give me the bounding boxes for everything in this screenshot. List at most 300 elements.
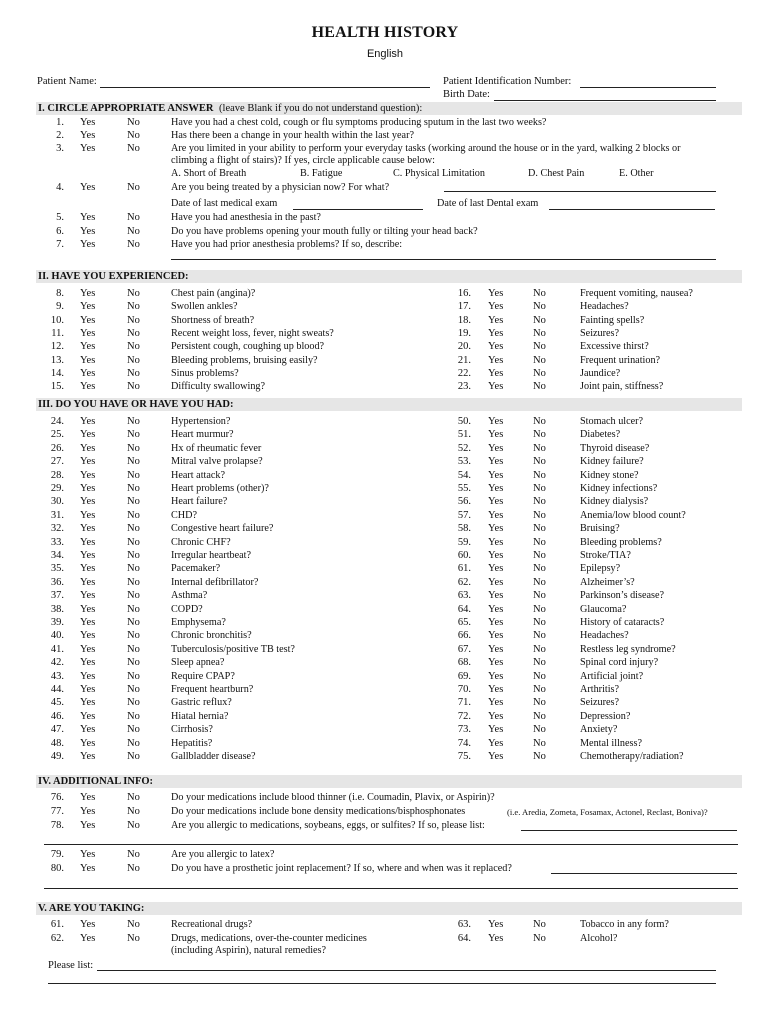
question-1-yes-option[interactable]: Yes <box>80 117 96 128</box>
question-31-text: CHD? <box>171 509 198 521</box>
cause-d[interactable]: D. Chest Pain <box>528 168 585 179</box>
question-44-no-option[interactable]: No <box>127 684 140 695</box>
question-15-text: Difficulty swallowing? <box>171 381 266 393</box>
question-60-yes-option[interactable]: Yes <box>488 550 504 561</box>
question-38-no-option[interactable]: No <box>127 603 140 615</box>
question-2-yes-option[interactable]: Yes <box>80 130 96 141</box>
last-dental-field[interactable] <box>549 209 715 210</box>
question-74-yes-option[interactable]: Yes <box>488 737 504 749</box>
question-27-number: 27. <box>50 456 64 468</box>
question-52-number: 52. <box>457 442 471 454</box>
form-language: English <box>366 48 404 60</box>
question-16-text: Frequent vomiting, nausea? <box>580 288 693 299</box>
question-36-no-option[interactable]: No <box>127 576 140 588</box>
question-78-yes-option[interactable]: Yes <box>80 820 96 831</box>
question-5-number: 5. <box>56 212 64 223</box>
question-71-yes-option[interactable]: Yes <box>488 697 504 709</box>
question-61-no-option[interactable]: No <box>533 563 546 575</box>
question-3-yes-option[interactable]: Yes <box>80 143 96 154</box>
question-25-no-option[interactable]: No <box>127 429 140 441</box>
question-13-number: 13. <box>50 354 64 366</box>
question-41-no-option[interactable]: No <box>127 643 140 655</box>
question-67-text: Restless leg syndrome? <box>580 643 676 655</box>
question-71-no-option[interactable]: No <box>533 697 546 709</box>
question-10-no-option[interactable]: No <box>127 314 140 326</box>
question-72-no-option[interactable]: No <box>533 710 546 722</box>
question-56-text: Kidney dialysis? <box>580 496 649 508</box>
question-60-no-option[interactable]: No <box>533 550 546 561</box>
question-38-number: 38. <box>50 603 64 615</box>
question-37-yes-option[interactable]: Yes <box>80 590 96 602</box>
question-31-number: 31. <box>50 509 64 521</box>
question-77-number: 77. <box>50 806 64 817</box>
question-20-text: Excessive thirst? <box>580 341 649 353</box>
question-68-no-option[interactable]: No <box>533 657 546 669</box>
question-14-number: 14. <box>50 367 64 379</box>
please-list-extra-line[interactable] <box>48 983 716 984</box>
question-4-yes-option[interactable]: Yes <box>80 182 96 193</box>
question-5-no-option[interactable]: No <box>127 212 140 223</box>
question-29-yes-option[interactable]: Yes <box>80 483 96 494</box>
question-59-yes-option[interactable]: Yes <box>488 536 504 548</box>
question-1-text: Have you had a chest cold, cough or flu symptoms producing sputum in the last two weeks? <box>171 117 547 128</box>
question-68-text: Spinal cord injury? <box>580 657 659 669</box>
question-19 <box>0 327 770 340</box>
question-66 <box>0 629 770 642</box>
birth-date-field[interactable] <box>494 100 716 101</box>
question-58 <box>0 522 770 535</box>
question-48-no-option[interactable]: No <box>127 737 140 749</box>
question-55-yes-option[interactable]: Yes <box>488 483 504 494</box>
question-28-yes-option[interactable]: Yes <box>80 469 96 481</box>
question-76-text: Do your medications include blood thinner (i.e. Coumadin, Plavix, or Aspirin)? <box>171 792 495 803</box>
question-63-yes-option[interactable]: Yes <box>488 590 504 602</box>
q4-answer-field[interactable] <box>444 191 716 192</box>
question-59-no-option[interactable]: No <box>533 536 546 548</box>
question-80-no-option[interactable]: No <box>127 863 140 874</box>
cause-c[interactable]: C. Physical Limitation <box>393 168 485 179</box>
question-39-yes-option[interactable]: Yes <box>80 617 96 628</box>
question-33-text: Chronic CHF? <box>171 536 231 548</box>
question-30-yes-option[interactable]: Yes <box>80 496 96 508</box>
question-38-yes-option[interactable]: Yes <box>80 603 96 615</box>
section-4-heading: IV. ADDITIONAL INFO: <box>36 775 742 788</box>
question-27-no-option[interactable]: No <box>127 456 140 468</box>
taking-61-text: Recreational drugs? <box>171 919 253 930</box>
question-34-no-option[interactable]: No <box>127 550 140 561</box>
question-16-yes-option[interactable]: Yes <box>488 288 504 299</box>
question-23-no-option[interactable]: No <box>533 381 546 393</box>
question-69-yes-option[interactable]: Yes <box>488 670 504 682</box>
question-7-yes-option[interactable]: Yes <box>80 239 96 250</box>
question-44-yes-option[interactable]: Yes <box>80 684 96 695</box>
question-50-yes-option[interactable]: Yes <box>488 416 504 427</box>
question-63 <box>0 589 770 602</box>
question-76-no-option[interactable]: No <box>127 792 140 803</box>
question-11-text: Recent weight loss, fever, night sweats? <box>171 327 334 339</box>
question-28-no-option[interactable]: No <box>127 469 140 481</box>
question-22 <box>0 367 770 380</box>
question-77 <box>0 805 770 818</box>
question-39-no-option[interactable]: No <box>127 617 140 628</box>
question-6-yes-option[interactable]: Yes <box>80 226 96 237</box>
question-60 <box>0 549 770 562</box>
cause-b[interactable]: B. Fatigue <box>300 168 343 179</box>
question-13-yes-option[interactable]: Yes <box>80 354 96 366</box>
question-56-yes-option[interactable]: Yes <box>488 496 504 508</box>
question-39-text: Emphysema? <box>171 617 226 628</box>
question-35-no-option[interactable]: No <box>127 563 140 575</box>
question-63-no-option[interactable]: No <box>533 590 546 602</box>
question-68-yes-option[interactable]: Yes <box>488 657 504 669</box>
question-33-no-option[interactable]: No <box>127 536 140 548</box>
question-9-yes-option[interactable]: Yes <box>80 301 96 313</box>
question-65-text: History of cataracts? <box>580 617 665 628</box>
question-31-yes-option[interactable]: Yes <box>80 509 96 521</box>
question-15-no-option[interactable]: No <box>127 381 140 393</box>
question-15-yes-option[interactable]: Yes <box>80 381 96 393</box>
question-26-no-option[interactable]: No <box>127 442 140 454</box>
taking-63-no-option[interactable]: No <box>533 919 546 930</box>
question-42-no-option[interactable]: No <box>127 657 140 669</box>
question-69 <box>0 670 770 683</box>
last-medical-label: Date of last medical exam <box>171 198 278 209</box>
question-24-no-option[interactable]: No <box>127 416 140 427</box>
question-30-no-option[interactable]: No <box>127 496 140 508</box>
question-42-yes-option[interactable]: Yes <box>80 657 96 669</box>
question-2-no-option[interactable]: No <box>127 130 140 141</box>
question-71-text: Seizures? <box>580 697 620 709</box>
question-53 <box>0 455 770 468</box>
question-55 <box>0 482 770 495</box>
question-69-text: Artificial joint? <box>580 670 644 682</box>
question-69-no-option[interactable]: No <box>533 670 546 682</box>
question-40-yes-option[interactable]: Yes <box>80 630 96 642</box>
question-76-yes-option[interactable]: Yes <box>80 792 96 803</box>
q80-answer-field[interactable] <box>551 873 737 874</box>
question-22-text: Jaundice? <box>580 367 621 379</box>
section-1-title: I. CIRCLE APPROPRIATE ANSWER <box>38 103 214 114</box>
taking-61-no-option[interactable]: No <box>127 919 140 930</box>
question-65 <box>0 616 770 629</box>
question-12-text: Persistent cough, coughing up blood? <box>171 341 325 353</box>
question-18-no-option[interactable]: No <box>533 314 546 326</box>
question-10-yes-option[interactable]: Yes <box>80 314 96 326</box>
question-19-yes-option[interactable]: Yes <box>488 327 504 339</box>
question-17 <box>0 300 770 313</box>
question-73-no-option[interactable]: No <box>533 724 546 736</box>
section-1-heading <box>36 102 742 115</box>
question-67-yes-option[interactable]: Yes <box>488 643 504 655</box>
question-30-number: 30. <box>50 496 64 508</box>
patient-id-field[interactable] <box>580 87 716 88</box>
question-4-number: 4. <box>56 182 64 193</box>
question-31-no-option[interactable]: No <box>127 509 140 521</box>
question-56-number: 56. <box>457 496 471 508</box>
question-70-yes-option[interactable]: Yes <box>488 684 504 695</box>
question-43-no-option[interactable]: No <box>127 670 140 682</box>
question-64-no-option[interactable]: No <box>533 603 546 615</box>
question-67-no-option[interactable]: No <box>533 643 546 655</box>
question-39-number: 39. <box>50 617 64 628</box>
question-4-no-option[interactable]: No <box>127 182 140 193</box>
question-53-number: 53. <box>457 456 471 468</box>
question-63-number: 63. <box>457 590 471 602</box>
question-7-number: 7. <box>56 239 64 250</box>
question-58-yes-option[interactable]: Yes <box>488 523 504 535</box>
question-20-yes-option[interactable]: Yes <box>488 341 504 353</box>
question-46-no-option[interactable]: No <box>127 710 140 722</box>
question-64-number: 64. <box>457 603 471 615</box>
question-14-no-option[interactable]: No <box>127 367 140 379</box>
question-54-yes-option[interactable]: Yes <box>488 469 504 481</box>
question-45-text: Gastric reflux? <box>171 697 232 709</box>
question-29-text: Heart problems (other)? <box>171 483 269 494</box>
patient-name-label: Patient Name: <box>37 76 97 87</box>
question-80-number: 80. <box>50 863 64 874</box>
question-75-yes-option[interactable]: Yes <box>488 751 504 762</box>
q78-answer-field[interactable] <box>521 830 737 831</box>
question-18 <box>0 314 770 327</box>
taking-62-yes-option[interactable]: Yes <box>80 933 96 944</box>
question-56-no-option[interactable]: No <box>533 496 546 508</box>
question-53-yes-option[interactable]: Yes <box>488 456 504 468</box>
question-47-text: Cirrhosis? <box>171 724 213 736</box>
question-64-yes-option[interactable]: Yes <box>488 603 504 615</box>
question-77-yes-option[interactable]: Yes <box>80 806 96 817</box>
question-37-no-option[interactable]: No <box>127 590 140 602</box>
question-62-yes-option[interactable]: Yes <box>488 576 504 588</box>
question-12-no-option[interactable]: No <box>127 341 140 353</box>
question-35-text: Pacemaker? <box>171 563 221 575</box>
question-29-number: 29. <box>50 483 64 494</box>
question-42-number: 42. <box>50 657 64 669</box>
question-58-no-option[interactable]: No <box>533 523 546 535</box>
birth-date-label: Birth Date: <box>443 89 490 100</box>
question-11-number: 11. <box>51 327 64 339</box>
question-61-yes-option[interactable]: Yes <box>488 563 504 575</box>
question-7-no-option[interactable]: No <box>127 239 140 250</box>
question-6-no-option[interactable]: No <box>127 226 140 237</box>
cause-e[interactable]: E. Other <box>619 168 654 179</box>
question-48-yes-option[interactable]: Yes <box>80 737 96 749</box>
question-19-no-option[interactable]: No <box>533 327 546 339</box>
question-6-text: Do you have problems opening your mouth fully or tilting your head back? <box>171 226 478 237</box>
question-27-yes-option[interactable]: Yes <box>80 456 96 468</box>
question-32-no-option[interactable]: No <box>127 523 140 535</box>
question-14-yes-option[interactable]: Yes <box>80 367 96 379</box>
question-60-number: 60. <box>457 550 471 561</box>
question-46-yes-option[interactable]: Yes <box>80 710 96 722</box>
question-20-no-option[interactable]: No <box>533 341 546 353</box>
cause-a[interactable]: A. Short of Breath <box>171 168 247 179</box>
question-8-yes-option[interactable]: Yes <box>80 288 96 299</box>
please-list-field[interactable] <box>97 970 716 971</box>
question-54-no-option[interactable]: No <box>533 469 546 481</box>
question-2-text: Has there been a change in your health within the last year? <box>171 130 414 141</box>
question-1-no-option[interactable]: No <box>127 117 140 128</box>
question-5-yes-option[interactable]: Yes <box>80 212 96 223</box>
question-22-yes-option[interactable]: Yes <box>488 367 504 379</box>
question-47-yes-option[interactable]: Yes <box>80 724 96 736</box>
question-77-no-option[interactable]: No <box>127 806 140 817</box>
question-65-yes-option[interactable]: Yes <box>488 617 504 628</box>
question-55-no-option[interactable]: No <box>533 483 546 494</box>
question-32-yes-option[interactable]: Yes <box>80 523 96 535</box>
question-8-no-option[interactable]: No <box>127 288 140 299</box>
question-40-no-option[interactable]: No <box>127 630 140 642</box>
question-40-number: 40. <box>50 630 64 642</box>
question-78-no-option[interactable]: No <box>127 820 140 831</box>
question-51-no-option[interactable]: No <box>533 429 546 441</box>
question-16-no-option[interactable]: No <box>533 288 546 299</box>
question-43-yes-option[interactable]: Yes <box>80 670 96 682</box>
please-list-label: Please list: <box>48 960 94 971</box>
question-55-number: 55. <box>457 483 471 494</box>
question-41-yes-option[interactable]: Yes <box>80 643 96 655</box>
question-77-examples: (i.e. Aredia, Zometa, Fosamax, Actonel, Reclast, Boniva)? <box>507 807 708 817</box>
question-21-number: 21. <box>457 354 471 366</box>
question-33-yes-option[interactable]: Yes <box>80 536 96 548</box>
taking-63-text: Tobacco in any form? <box>580 919 669 930</box>
question-70 <box>0 683 770 696</box>
question-57-yes-option[interactable]: Yes <box>488 509 504 521</box>
question-36-yes-option[interactable]: Yes <box>80 576 96 588</box>
question-66-no-option[interactable]: No <box>533 630 546 642</box>
question-70-no-option[interactable]: No <box>533 684 546 695</box>
question-47-number: 47. <box>50 724 64 736</box>
question-55-text: Kidney infections? <box>580 483 658 494</box>
taking-61-yes-option[interactable]: Yes <box>80 919 96 930</box>
patient-name-field[interactable] <box>100 87 430 88</box>
question-74-number: 74. <box>457 737 471 749</box>
taking-64-text: Alcohol? <box>580 933 618 944</box>
question-66-yes-option[interactable]: Yes <box>488 630 504 642</box>
q78-extra-line[interactable] <box>44 844 738 845</box>
question-40-text: Chronic bronchitis? <box>171 630 252 642</box>
q80-extra-line[interactable] <box>44 888 738 889</box>
taking-64-yes-option[interactable]: Yes <box>488 933 504 944</box>
question-73-yes-option[interactable]: Yes <box>488 724 504 736</box>
question-17-text: Headaches? <box>580 301 629 313</box>
question-13-no-option[interactable]: No <box>127 354 140 366</box>
last-medical-field[interactable] <box>293 209 423 210</box>
question-62-no-option[interactable]: No <box>533 576 546 588</box>
question-34-yes-option[interactable]: Yes <box>80 550 96 561</box>
taking-63 <box>0 918 770 931</box>
question-53-no-option[interactable]: No <box>533 456 546 468</box>
question-10-text: Shortness of breath? <box>171 314 255 326</box>
question-24-yes-option[interactable]: Yes <box>80 416 96 427</box>
question-28-text: Heart attack? <box>171 469 226 481</box>
taking-64-no-option[interactable]: No <box>533 933 546 944</box>
question-17-no-option[interactable]: No <box>533 301 546 313</box>
question-57-no-option[interactable]: No <box>533 509 546 521</box>
question-77-text: Do your medications include bone density medications/bisphosphonates <box>171 806 466 817</box>
question-41-number: 41. <box>50 643 64 655</box>
question-49-yes-option[interactable]: Yes <box>80 751 96 762</box>
question-52-no-option[interactable]: No <box>533 442 546 454</box>
question-51-yes-option[interactable]: Yes <box>488 429 504 441</box>
section-3-heading: III. DO YOU HAVE OR HAVE YOU HAD: <box>36 398 742 411</box>
question-80-yes-option[interactable]: Yes <box>80 863 96 874</box>
question-60-text: Stroke/TIA? <box>580 550 631 561</box>
question-47-no-option[interactable]: No <box>127 724 140 736</box>
question-9-text: Swollen ankles? <box>171 301 238 313</box>
question-26-yes-option[interactable]: Yes <box>80 442 96 454</box>
question-37-text: Asthma? <box>171 590 208 602</box>
question-15-number: 15. <box>50 381 64 393</box>
question-23-yes-option[interactable]: Yes <box>488 381 504 393</box>
question-12-number: 12. <box>50 341 64 353</box>
question-75-no-option[interactable]: No <box>533 751 546 762</box>
question-57 <box>0 509 770 522</box>
question-50-no-option[interactable]: No <box>533 416 546 427</box>
question-71 <box>0 696 770 709</box>
question-74-no-option[interactable]: No <box>533 737 546 749</box>
question-62 <box>0 576 770 589</box>
question-57-number: 57. <box>457 509 471 521</box>
taking-63-number: 63. <box>457 919 471 930</box>
q7-answer-field[interactable] <box>171 259 716 260</box>
question-21-no-option[interactable]: No <box>533 354 546 366</box>
question-17-yes-option[interactable]: Yes <box>488 301 504 313</box>
section-1-note: (leave Blank if you do not understand question): <box>219 103 423 114</box>
question-22-no-option[interactable]: No <box>533 367 546 379</box>
question-79 <box>0 848 770 861</box>
question-57-text: Anemia/low blood count? <box>580 509 686 521</box>
question-65-no-option[interactable]: No <box>533 617 546 628</box>
question-45-yes-option[interactable]: Yes <box>80 697 96 709</box>
question-48-number: 48. <box>50 737 64 749</box>
question-13-text: Bleeding problems, bruising easily? <box>171 354 318 366</box>
question-59-number: 59. <box>457 536 471 548</box>
question-35-yes-option[interactable]: Yes <box>80 563 96 575</box>
question-75-text: Chemotherapy/radiation? <box>580 751 684 762</box>
question-49-text: Gallbladder disease? <box>171 751 256 762</box>
question-29-no-option[interactable]: No <box>127 483 140 494</box>
question-73-text: Anxiety? <box>580 724 618 736</box>
question-45-no-option[interactable]: No <box>127 697 140 709</box>
question-52 <box>0 442 770 455</box>
question-21-yes-option[interactable]: Yes <box>488 354 504 366</box>
question-52-text: Thyroid disease? <box>580 442 650 454</box>
question-16 <box>0 287 770 300</box>
taking-62-text: Drugs, medications, over-the-counter medicines <box>171 933 367 944</box>
question-70-number: 70. <box>457 684 471 695</box>
question-72-yes-option[interactable]: Yes <box>488 710 504 722</box>
question-3-no-option[interactable]: No <box>127 143 140 154</box>
question-36-number: 36. <box>50 576 64 588</box>
taking-63-yes-option[interactable]: Yes <box>488 919 504 930</box>
question-18-yes-option[interactable]: Yes <box>488 314 504 326</box>
question-11-yes-option[interactable]: Yes <box>80 327 96 339</box>
question-68 <box>0 656 770 669</box>
question-79-yes-option[interactable]: Yes <box>80 849 96 860</box>
question-20-number: 20. <box>457 341 471 353</box>
question-12-yes-option[interactable]: Yes <box>80 341 96 353</box>
taking-62-no-option[interactable]: No <box>127 933 140 944</box>
question-25-yes-option[interactable]: Yes <box>80 429 96 441</box>
question-11-no-option[interactable]: No <box>127 327 140 339</box>
question-5 <box>0 211 770 224</box>
question-52-yes-option[interactable]: Yes <box>488 442 504 454</box>
question-79-no-option[interactable]: No <box>127 849 140 860</box>
question-48-text: Hepatitis? <box>171 737 213 749</box>
question-49-no-option[interactable]: No <box>127 751 140 762</box>
question-26-text: Hx of rheumatic fever <box>171 442 262 454</box>
question-9-no-option[interactable]: No <box>127 301 140 313</box>
